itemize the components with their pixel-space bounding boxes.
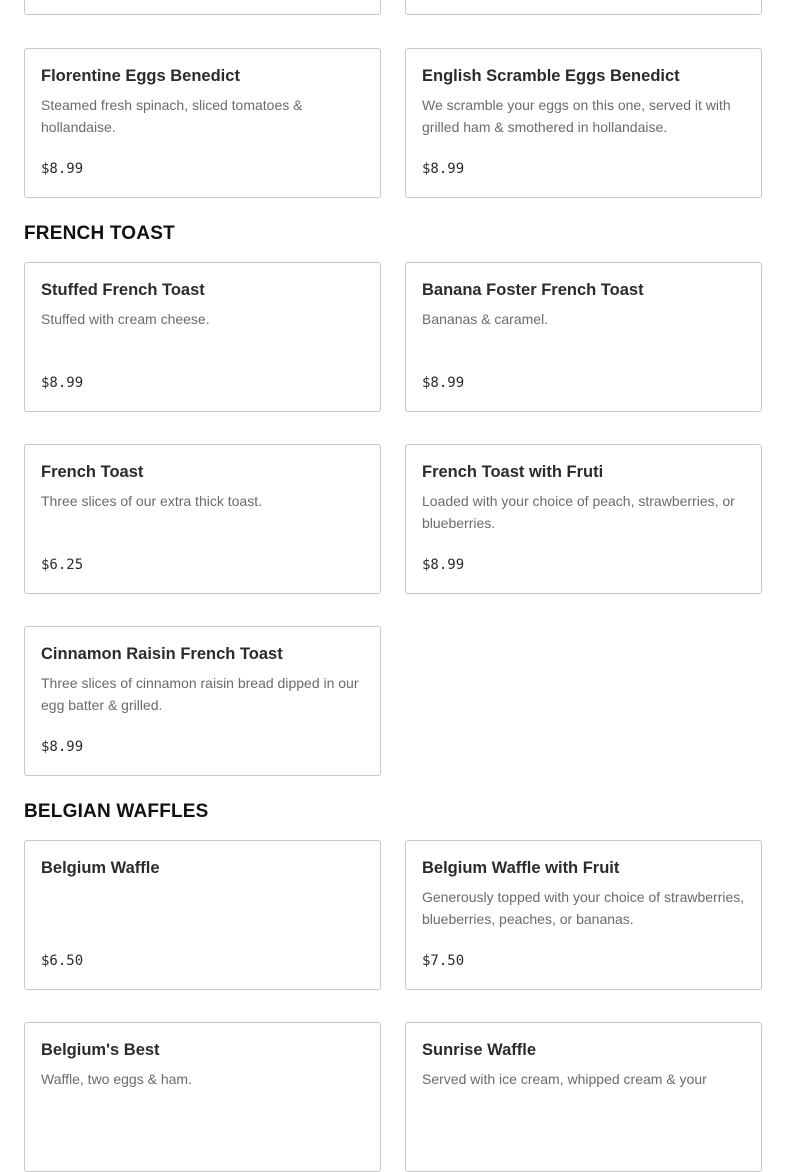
menu-item-name: French Toast xyxy=(41,463,144,481)
menu-item-card-belgiums-best[interactable] xyxy=(24,1022,381,1172)
menu-item-card[interactable] xyxy=(405,0,762,15)
menu-item-name: English Scramble Eggs Benedict xyxy=(422,67,680,85)
menu-item-card-florentine-eggs-benedict[interactable] xyxy=(24,48,381,198)
menu-item-name: French Toast with Fruti xyxy=(422,463,604,481)
menu-item-card-stuffed-french-toast[interactable] xyxy=(24,262,381,412)
menu-item-description: Generously topped with your choice of strawberries, blueberries, peaches, or bananas. xyxy=(422,889,745,927)
menu-item-name: Florentine Eggs Benedict xyxy=(41,67,240,85)
menu-item-price: $8.99 xyxy=(422,161,465,177)
menu-item-name: Cinnamon Raisin French Toast xyxy=(41,645,283,663)
menu-item-name: Belgium Waffle with Fruit xyxy=(422,859,620,877)
menu-item-description: Served with ice cream, whipped cream & your xyxy=(422,1071,707,1087)
menu-item-price: $8.99 xyxy=(422,375,465,391)
menu-item-description: Three slices of our extra thick toast. xyxy=(41,493,262,509)
menu-item-price: $8.99 xyxy=(422,557,465,573)
menu-item-name: Stuffed French Toast xyxy=(41,281,205,299)
menu-item-card-belgium-waffle[interactable] xyxy=(24,840,381,990)
menu-item-name: Belgium's Best xyxy=(41,1041,160,1059)
menu-item-description: Steamed fresh spinach, sliced tomatoes & hollandaise. xyxy=(41,97,303,135)
menu-item-card-cinnamon-raisin-french-toast[interactable] xyxy=(24,626,381,776)
menu-item-price: $6.50 xyxy=(41,953,84,969)
menu-item-card-french-toast-with-fruti[interactable] xyxy=(405,444,762,594)
section-title-french-toast: FRENCH TOAST xyxy=(24,223,175,244)
menu-item-name: Sunrise Waffle xyxy=(422,1041,536,1059)
menu-item-price: $8.99 xyxy=(41,161,84,177)
menu-item-card-sunrise-waffle[interactable] xyxy=(405,1022,762,1172)
section-title-belgian-waffles: BELGIAN WAFFLES xyxy=(24,801,209,822)
menu-item-price: $6.25 xyxy=(41,557,84,573)
menu-item-description: Stuffed with cream cheese. xyxy=(41,311,210,327)
menu-item-card-english-scramble-eggs-benedict[interactable] xyxy=(405,48,762,198)
menu-item-description: Three slices of cinnamon raisin bread dipped in our egg batter & grilled. xyxy=(41,675,359,713)
menu-item-price: $7.50 xyxy=(422,953,465,969)
menu-item-price: $8.99 xyxy=(41,375,84,391)
menu-item-description: Loaded with your choice of peach, strawberries, or blueberries. xyxy=(422,493,735,531)
menu-item-card-belgium-waffle-with-fruit[interactable] xyxy=(405,840,762,990)
menu-item-price: $8.99 xyxy=(41,739,84,755)
menu-item-card[interactable] xyxy=(24,0,381,15)
menu-item-description: We scramble your eggs on this one, served it with grilled ham & smothered in hollandaise. xyxy=(422,97,731,135)
menu-item-card-french-toast[interactable] xyxy=(24,444,381,594)
menu-item-description: Waffle, two eggs & ham. xyxy=(41,1071,192,1087)
menu-item-name: Belgium Waffle xyxy=(41,859,160,877)
menu-item-name: Banana Foster French Toast xyxy=(422,281,644,299)
menu-item-description: Bananas & caramel. xyxy=(422,311,549,327)
menu-item-card-banana-foster-french-toast[interactable] xyxy=(405,262,762,412)
